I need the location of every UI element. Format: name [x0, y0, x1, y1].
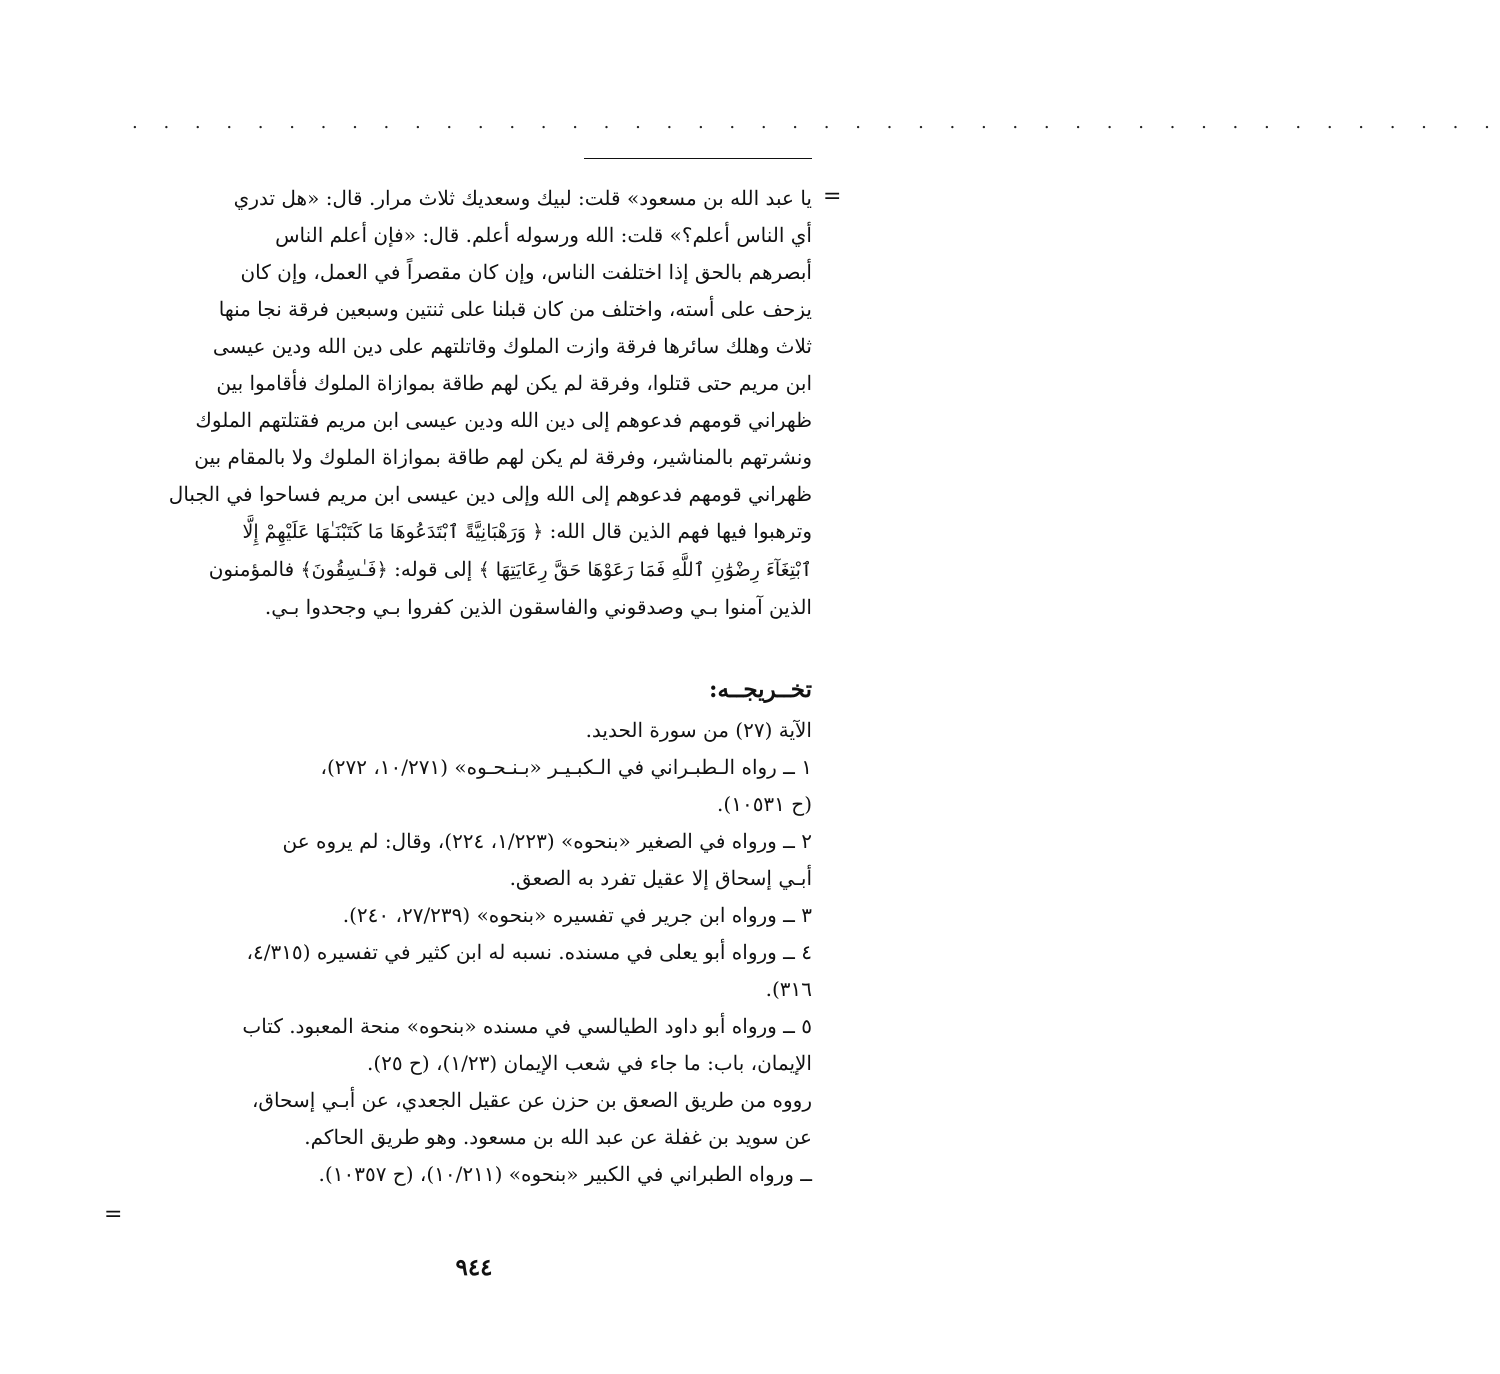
hadith-line: ظهراني قومهم فدعوهم إلى الله وإلى دين عيسى ابن مريم فساحوا في الجبال	[168, 482, 812, 506]
hadith-line: الذين آمنوا بـي وصدقوني والفاسقون الذين كفروا بـي وجحدوا بـي.	[264, 595, 812, 619]
continuation-marker-bottom: =	[104, 1202, 123, 1227]
note-line: رووه من طريق الصعق بن حزن عن عقيل الجعدي، عن أبـي إسحاق،	[251, 1088, 812, 1112]
hadith-line: ثلاث وهلك سائرها فرقة وازت الملوك وقاتلتهم على دين الله ودين عيسى	[212, 334, 812, 358]
hadith-line: يزحف على أسته، واختلف من كان قبلنا على ثنتين وسبعين فرقة نجا منها	[218, 297, 812, 321]
hadith-line: يا عبد الله بن مسعود» قلت: لبيك وسعديك ثلاث مرار. قال: «هل تدري	[233, 186, 812, 210]
quran-verse: ﴿ وَرَهْبَانِيَّةً ٱبْتَدَعُوهَا مَا كَتَبْنَـٰهَا عَلَيْهِمْ إِلَّا	[242, 521, 544, 543]
note-line: ٥ ــ ورواه أبو داود الطيالسي في مسنده «بنحوه» منحة المعبود. كتاب	[242, 1014, 812, 1038]
hadith-line-text: وترهبوا فيها فهم الذين قال الله:	[549, 519, 812, 543]
note-line: ــ ورواه الطبراني في الكبير «بنحوه» (١٠/٢١١)، (ح ١٠٣٥٧).	[318, 1162, 812, 1186]
hadith-line: أبصرهم بالحق إذا اختلفت الناس، وإن كان مقصراً في العمل، وإن كان	[240, 260, 812, 284]
note-line: الآية (٢٧) من سورة الحديد.	[585, 718, 812, 742]
hadith-line: ونشرتهم بالمناشير، وفرقة لم يكن لهم طاقة بموازاة الملوك ولا بالمقام بين	[194, 445, 812, 469]
hadith-line: ظهراني قومهم فدعوهم إلى دين الله ودين عيسى ابن مريم فقتلتهم الملوك	[195, 408, 812, 432]
hadith-line-quran	[120, 513, 812, 551]
note-line: ٣ ــ ورواه ابن جرير في تفسيره «بنحوه» (٢٧/٢٣٩، ٢٤٠).	[342, 903, 812, 927]
hadith-line-text: إلى قوله:	[394, 557, 473, 581]
footnote-rule	[584, 158, 812, 159]
note-line: ٣١٦).	[765, 977, 812, 1001]
hadith-line: أي الناس أعلم؟» قلت: الله ورسوله أعلم. قال: «فإن أعلم الناس	[275, 223, 812, 247]
takhrij-heading: تخــريجــه:	[709, 676, 812, 703]
note-line: أبـي إسحاق إلا عقيل تفرد به الصعق.	[509, 866, 812, 890]
page-number: ٩٤٤	[455, 1254, 493, 1281]
note-line: الإيمان، باب: ما جاء في شعب الإيمان (١/٢٣)، (ح ٢٥).	[367, 1051, 812, 1075]
note-line: ٤ ــ ورواه أبو يعلى في مسنده. نسبه له ابن كثير في تفسيره (٤/٣١٥،	[246, 940, 812, 964]
hadith-line-quran	[120, 551, 812, 589]
dotted-separator: . . . . . . . . . . . . . . . . . . . . . . . . . . . . . . . . . . . . . . . . . . . .	[132, 112, 1500, 133]
takhrij-notes	[120, 712, 812, 1193]
note-line: ٢ ــ ورواه في الصغير «بنحوه» (١/٢٢٣، ٢٢٤)، وقال: لم يروه عن	[282, 829, 812, 853]
note-line: (ح ١٠٥٣١).	[717, 792, 812, 816]
hadith-line-text: فالمؤمنون	[208, 557, 295, 581]
hadith-text	[120, 180, 812, 626]
hadith-line: ابن مريم حتى قتلوا، وفرقة لم يكن لهم طاقة بموازاة الملوك فأقاموا بين	[216, 371, 812, 395]
quran-verse: ٱبْتِغَآءَ رِضْوَٰنِ ٱللَّهِ فَمَا رَعَوْهَا حَقَّ رِعَايَتِهَا ﴾	[478, 559, 812, 581]
note-line: عن سويد بن غفلة عن عبد الله بن مسعود. وهو طريق الحاكم.	[304, 1125, 812, 1149]
note-line: ١ ــ رواه الـطبـراني في الـكبـيـر «بـنـحـوه» (١٠/٢٧١، ٢٧٢)،	[320, 755, 812, 779]
continuation-marker-top: =	[823, 184, 842, 209]
quran-verse-end: ﴿فَـٰسِقُونَ﴾	[300, 559, 388, 581]
